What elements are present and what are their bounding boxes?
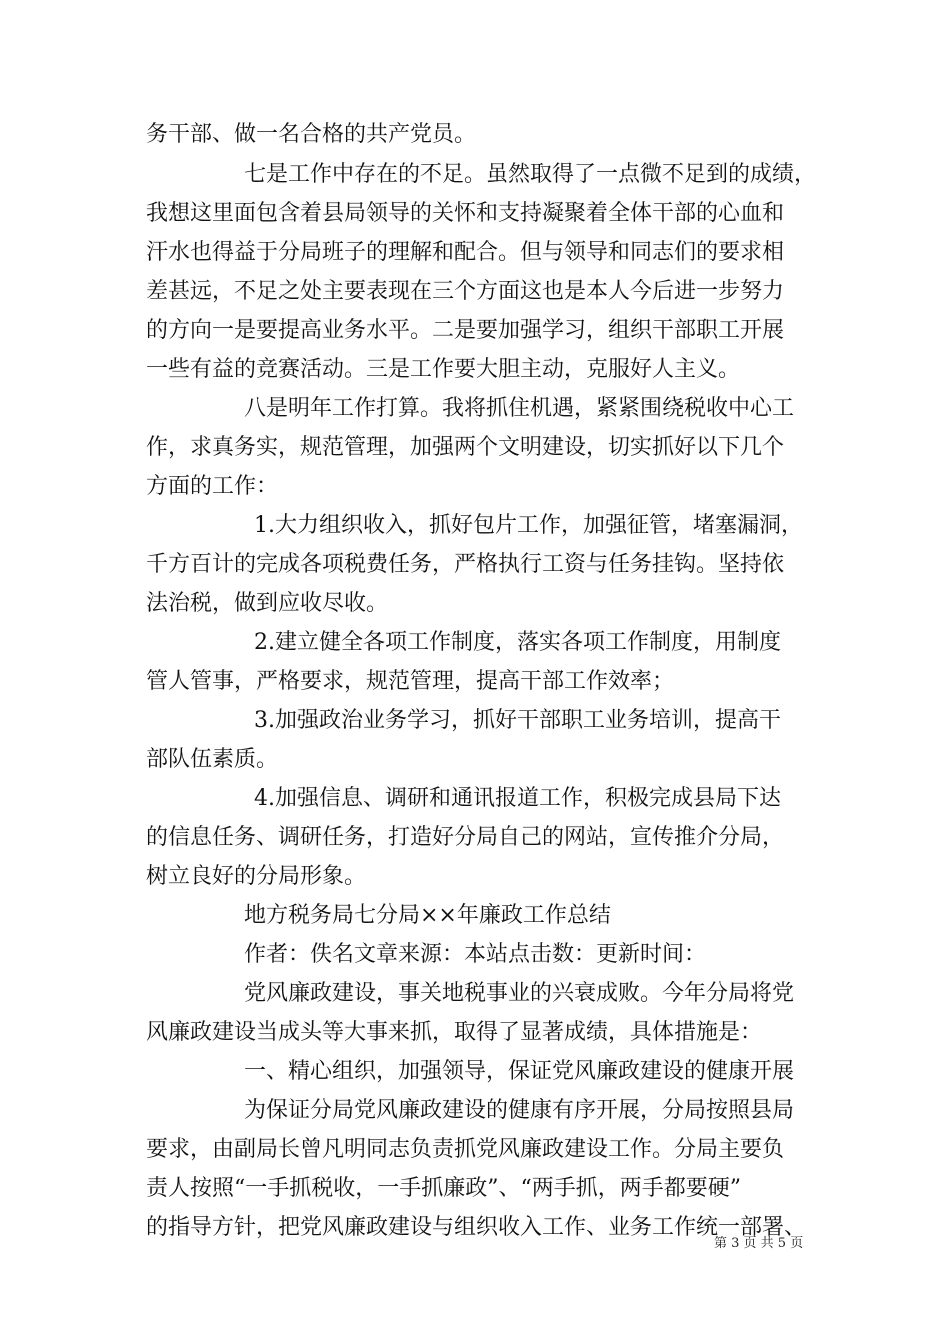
- text-line: 管人管事，严格要求，规范管理，提高干部工作效率；: [146, 669, 675, 694]
- text-line: 的指导方针，把党风廉政建设与组织收入工作、业务工作统一部署、: [146, 1215, 807, 1240]
- text-line: 树立良好的分局形象。: [146, 864, 367, 889]
- text-line: 务干部、做一名合格的共产党员。: [146, 122, 477, 147]
- text-line: 差甚远，不足之处主要表现在三个方面这也是本人今后进一步努力: [146, 279, 785, 304]
- text-line: 汗水也得益于分局班子的理解和配合。但与领导和同志们的要求相: [146, 240, 785, 265]
- text-line: 为保证分局党风廉政建设的健康有序开展，分局按照县局: [244, 1098, 795, 1123]
- text-line: 的信息任务、调研任务，打造好分局自己的网站，宣传推介分局，: [146, 825, 785, 850]
- section-title: 地方税务局七分局××年廉政工作总结: [244, 903, 611, 928]
- text-line: 要求，由副局长曾凡明同志负责抓党风廉政建设工作。分局主要负: [146, 1137, 785, 1162]
- page-number-footer: 第 3 页 共 5 页: [714, 1236, 804, 1251]
- text-line: 七是工作中存在的不足。虽然取得了一点微不足到的成绩，: [244, 162, 817, 187]
- section-heading: 一、精心组织，加强领导，保证党风廉政建设的健康开展: [244, 1059, 795, 1084]
- article-meta: 作者：佚名文章来源：本站点击数：更新时间：: [244, 942, 707, 967]
- text-line: 3.加强政治业务学习，抓好干部职工业务培训，提高干: [254, 708, 781, 733]
- text-line: 的方向一是要提高业务水平。二是要加强学习，组织干部职工开展: [146, 318, 785, 343]
- text-line: 千方百计的完成各项税费任务，严格执行工资与任务挂钩。坚持依: [146, 552, 785, 577]
- text-line: 2.建立健全各项工作制度，落实各项工作制度，用制度: [254, 630, 781, 655]
- text-line: 风廉政建设当成头等大事来抓，取得了显著成绩，具体措施是：: [146, 1020, 763, 1045]
- text-line: 我想这里面包含着县局领导的关怀和支持凝聚着全体干部的心血和: [146, 201, 785, 226]
- text-line: 部队伍素质。: [146, 747, 279, 772]
- text-line: 作，求真务实，规范管理，加强两个文明建设，切实抓好以下几个: [146, 435, 785, 460]
- text-line: 责人按照“一手抓税收，一手抓廉政”、“两手抓，两手都要硬”: [146, 1176, 741, 1201]
- text-line: 一些有益的竞赛活动。三是工作要大胆主动，克服好人主义。: [146, 357, 741, 382]
- text-line: 1.大力组织收入，抓好包片工作，加强征管，堵塞漏洞，: [254, 513, 803, 538]
- text-line: 法治税，做到应收尽收。: [146, 591, 389, 616]
- text-line: 八是明年工作打算。我将抓住机遇，紧紧围绕税收中心工: [244, 396, 795, 421]
- text-line: 方面的工作：: [146, 474, 279, 499]
- text-line: 党风廉政建设，事关地税事业的兴衰成败。今年分局将党: [244, 981, 795, 1006]
- text-line: 4.加强信息、调研和通讯报道工作，积极完成县局下达: [254, 786, 781, 811]
